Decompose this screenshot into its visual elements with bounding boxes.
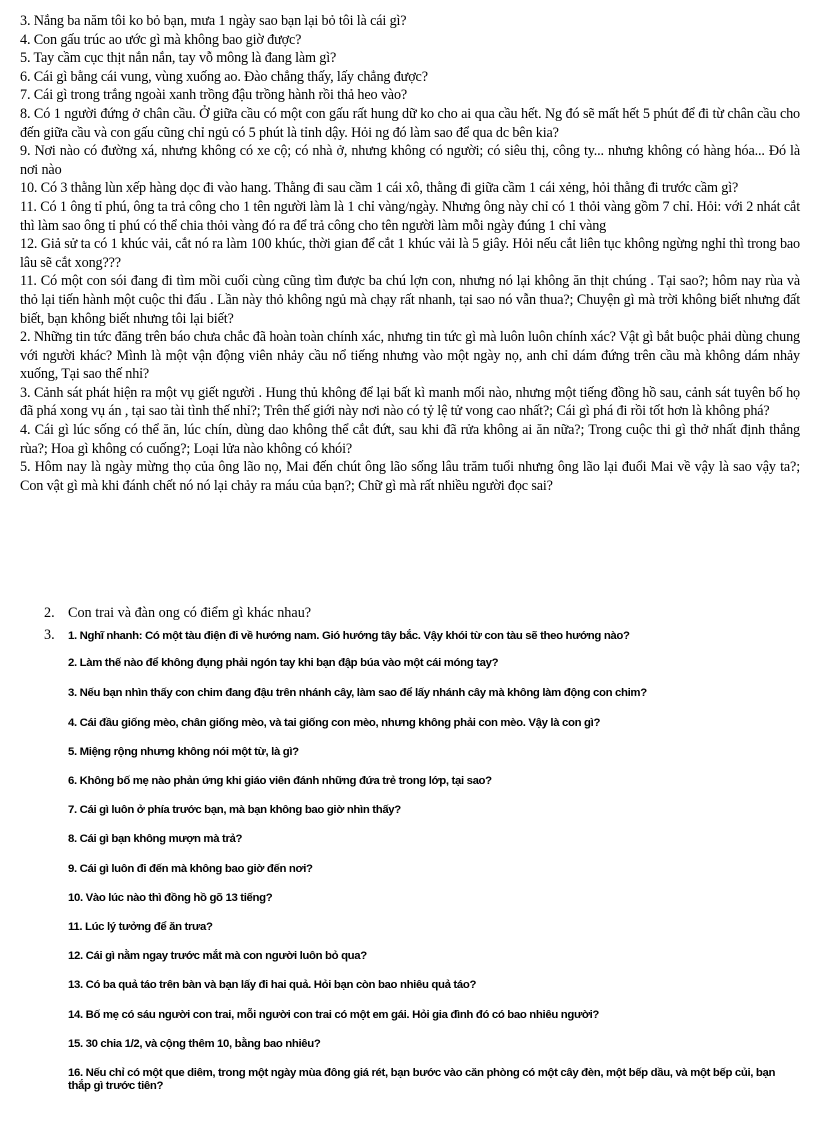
bold-question: 10. Vào lúc nào thì đồng hồ gõ 13 tiếng? xyxy=(68,892,273,904)
bold-question: 7. Cái gì luôn ở phía trước bạn, mà bạn không bao giờ nhìn thấy? xyxy=(68,804,401,816)
riddle-paragraph: 7. Cái gì trong trắng ngoài xanh trồng đậu trồng hành rồi thả heo vào? xyxy=(20,87,408,104)
list-number: 3. xyxy=(44,627,55,643)
riddle-paragraph: 10. Có 3 thằng lùn xếp hàng dọc đi vào hang. Thằng đi sau cầm 1 cái xô, thằng đi giữa cầm 1 cái xẻng, hỏi thằng đi trước cầm gì? xyxy=(20,180,739,197)
riddle-paragraph: 11. Có một con sói đang đi tìm mồi cuối cùng cũng tìm được ba chú lợn con, nhưng nó lại không ăn thịt chúng . Tại sao?; hôm nay rùa và thỏ lại tiến hành một cuộc thi đấu . Lần này thỏ không ngủ mà chạy rất nhanh, tại sao nó vẫn thua?; Chuyện gì mà trời không biết nhưng đất biết, bạn không biết nhưng tôi lại biết? xyxy=(20,273,800,327)
riddle-paragraph: 9. Nơi nào có đường xá, nhưng không có xe cộ; có nhà ở, nhưng không có người; có siêu thị, công ty... nhưng không có hàng hóa... Đó là nơi nào xyxy=(20,143,800,178)
bold-question: 2. Làm thế nào để không đụng phải ngón tay khi bạn đập búa vào một cái móng tay? xyxy=(68,657,499,669)
list-item xyxy=(44,629,798,643)
riddle-paragraph: 11. Có 1 ông tỉ phú, ông ta trả công cho 1 tên người làm là 1 chỉ vàng/ngày. Nhưng ông này chỉ có 1 thỏi vàng gồm 7 chỉ. Hỏi: với 2 nhát cắt thì làm sao ông tỉ phú có thể chia thỏi vàng đó ra để trả công cho tên người làm mỗi ngày đúng 1 chỉ vàng xyxy=(20,198,800,234)
bold-question: 15. 30 chia 1/2, và cộng thêm 10, bằng bao nhiêu? xyxy=(68,1038,321,1050)
bold-question: 5. Miệng rộng nhưng không nói một từ, là gì? xyxy=(68,746,299,758)
riddle-paragraph: 5. Hôm nay là ngày mừng thọ của ông lão nọ, Mai đến chút ông lão sống lâu trăm tuổi nhưng ông lão lại đuổi Mai về vậy là sao vậy ta?; Con vật gì mà khi đánh chết nó nó lại chảy ra máu của bạn?; Chữ gì mà rất nhiều người đọc sai? xyxy=(20,459,800,494)
bold-question: 16. Nếu chỉ có một que diêm, trong một ngày mùa đông giá rét, bạn bước vào căn phòng có một cây đèn, một bếp dầu, và một bếp củi, bạn thắp gì trước tiên? xyxy=(68,1067,776,1092)
riddle-paragraph: 3. Cảnh sát phát hiện ra một vụ giết người . Hung thủ không để lại bất kì manh mối nào, nhưng một tiếng đồng hồ sau, cảnh sát tuyên bố họ đã phá xong vụ án , tại sao tài tình thế nhỉ?; Trên thế giới này nơi nào có tỷ lệ tử vong cao nhất?; Cái gì phá đi rồi tốt hơn là không phá? xyxy=(20,384,800,420)
bold-question: 12. Cái gì nằm ngay trước mắt mà con người luôn bỏ qua? xyxy=(68,950,367,962)
riddle-paragraph: 5. Tay cầm cục thịt nắn nắn, tay vỗ mông là đang làm gì? xyxy=(20,50,337,67)
bold-question: 4. Cái đầu giống mèo, chân giống mèo, và tai giống con mèo, nhưng không phải con mèo. Vậy là con gì? xyxy=(68,717,601,729)
riddle-paragraph: 4. Con gấu trúc ao ước gì mà không bao giờ được? xyxy=(20,31,302,48)
riddle-paragraph: 12. Giả sử ta có 1 khúc vải, cắt nó ra làm 100 khúc, thời gian để cắt 1 khúc vải là 5 giây. Hỏi nếu cắt liên tục không ngừng nghỉ thì trong bao lâu sẽ cắt xong??? xyxy=(20,236,800,271)
list-number: 2. xyxy=(44,605,55,621)
riddle-paragraph: 4. Cái gì lúc sống có thể ăn, lúc chín, dùng dao không thể cắt đứt, sau khi đã rửa không ai ăn nữa?; Trong cuộc thi gì thở nhất định thắng rùa?; Hoa gì không có cuống?; Loại lửa nào không có khói? xyxy=(20,422,800,457)
list-item-text: Con trai và đàn ong có điểm gì khác nhau? xyxy=(68,605,312,621)
bold-question: 1. Nghĩ nhanh: Có một tàu điện đi về hướng nam. Gió hướng tây bắc. Vậy khói từ con tàu sẽ theo hướng nào? xyxy=(68,630,630,642)
list-item xyxy=(44,604,311,622)
bold-question: 11. Lúc lý tưởng để ăn trưa? xyxy=(68,921,213,933)
bold-question: 14. Bố mẹ có sáu người con trai, mỗi người con trai có một em gái. Hỏi gia đình đó có bao nhiêu người? xyxy=(68,1009,600,1021)
bold-question: 6. Không bố mẹ nào phản ứng khi giáo viên đánh những đứa trẻ trong lớp, tại sao? xyxy=(68,775,492,787)
bold-question: 9. Cái gì luôn đi đến mà không bao giờ đến nơi? xyxy=(68,863,313,875)
riddle-paragraph: 2. Những tin tức đăng trên báo chưa chắc đã hoàn toàn chính xác, nhưng tin tức gì mà luôn luôn chính xác? Vật gì bắt buộc phải dùng chung với người khác? Mình là một vận động viên nhảy cầu nổ tiếng nhưng vào một ngày nọ, anh chỉ dám đứng trên cầu mà không dám nhảy xuống, Tại sao thế nhỉ? xyxy=(20,329,800,383)
riddle-paragraph: 3. Nắng ba năm tôi ko bỏ bạn, mưa 1 ngày sao bạn lại bỏ tôi là cái gì? xyxy=(20,13,407,29)
riddle-paragraph: 6. Cái gì bằng cái vung, vùng xuống ao. Đào chẳng thấy, lấy chẳng được? xyxy=(20,68,428,85)
bold-question: 8. Cái gì bạn không mượn mà trả? xyxy=(68,833,243,845)
riddle-section-serif xyxy=(20,12,800,495)
riddle-paragraph: 8. Có 1 người đứng ở chân cầu. Ở giữa cầu có một con gấu rất hung dữ ko cho ai qua cầu hết. Ng đó sẽ mất hết 5 phút để đi từ chân cầu cho đến giữa cầu và con gấu cũng chỉ ngủ có 5 phút là tỉnh dậy. Hỏi ng đó làm sao để qua dc bên kia? xyxy=(20,105,800,141)
bold-question: 13. Có ba quả táo trên bàn và bạn lấy đi hai quả. Hỏi bạn còn bao nhiêu quả táo? xyxy=(68,979,477,991)
bold-question: 3. Nếu bạn nhìn thấy con chim đang đậu trên nhánh cây, làm sao để lấy nhánh cây mà không làm động con chim? xyxy=(68,687,647,699)
numbered-list xyxy=(44,604,311,622)
